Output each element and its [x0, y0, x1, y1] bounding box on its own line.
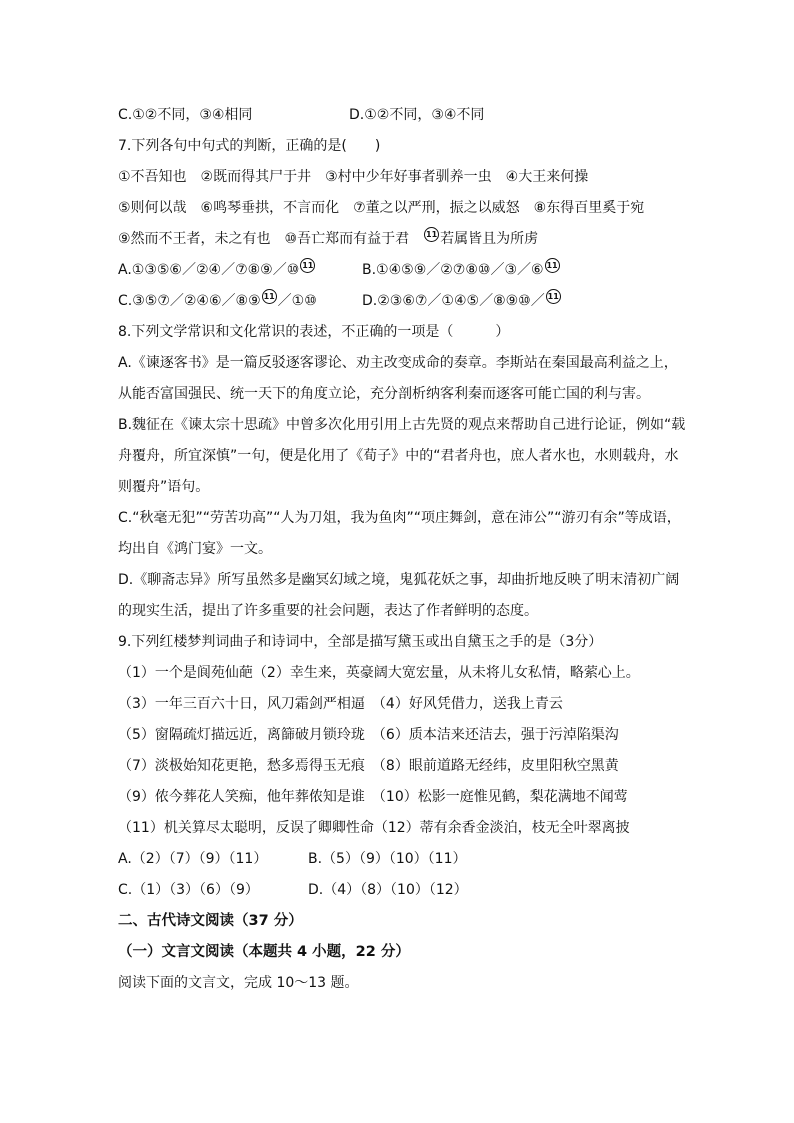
- q7-option-b: B.①④⑤⑨／②⑦⑧⑩／③／⑥: [362, 262, 544, 278]
- subsection-1-heading: （一）文言文阅读（本题共 4 小题，22 分）: [118, 944, 410, 960]
- q8-option-a: A.《谏逐客书》是一篇反驳逐客谬论、劝主改变成命的奏章。李斯站在秦国最高利益之上，从能否富国强民、统一天下的角度立论，充分剖析纳客利秦而逐客可能亡国的利与害。: [118, 355, 678, 402]
- q9-item-4: （7）淡极始知花更艳，愁多焉得玉无痕 （8）眼前道路无经纬，皮里阳秋空黑黄: [118, 758, 619, 774]
- q6-option-d: D.①②不同，③④不同: [349, 107, 485, 123]
- q9-options-ab: [118, 844, 690, 875]
- q9-item-2: （3）一年三百六十日，风刀霜剑严相逼 （4）好风凭借力，送我上青云: [118, 696, 563, 712]
- q7-options-ab: [118, 255, 690, 286]
- q7-option-d: D.②③⑥⑦／①④⑤／⑧⑨⑩／: [362, 293, 545, 309]
- q7-option-c-tail: ／①⑩: [277, 293, 317, 309]
- circled-eleven: 11: [300, 258, 315, 273]
- q9-option-d: D.（4）（8）（10）（12）: [308, 882, 468, 898]
- section-2-heading: 二、古代诗文阅读（37 分）: [118, 913, 303, 929]
- q8-option-b: B.魏征在《谏太宗十思疏》中曾多次化用引用上古先贤的观点来帮助自己进行论证，例如“载舟覆舟，所宜深慎”一句，便是化用了《荀子》中的“君者舟也，庶人者水也，水则载舟，水则覆舟”语句。: [118, 417, 686, 495]
- q9-item-1: （1）一个是阆苑仙葩（2）幸生来，英豪阔大宽宏量，从未将儿女私情，略萦心上。: [118, 665, 640, 681]
- q9-option-b: B.（5）（9）（10）（11）: [308, 851, 467, 867]
- q7-option-a: A.①③⑤⑥／②④／⑦⑧⑨／⑩: [118, 262, 300, 278]
- circled-eleven: 11: [262, 289, 277, 304]
- q9-item-6: （11）机关算尽太聪明，反误了卿卿性命（12）蒂有余香金淡泊，枝无全叶翠离披: [118, 820, 630, 836]
- q9-option-a: A.（2）（7）（9）（11）: [118, 851, 268, 867]
- q7-sentence-11: 若属皆且为所虏: [440, 231, 539, 247]
- q9-options-cd: [118, 875, 690, 906]
- q7-sentences-3: [118, 224, 690, 255]
- q9-item-5: （9）侬今葬花人笑痴，他年葬侬知是谁 （10）松影一庭惟见鹤，梨花满地不闻莺: [118, 789, 628, 805]
- q7-options-cd: [118, 286, 690, 317]
- q6-options-cd: [118, 100, 690, 131]
- reading-instruction: 阅读下面的文言文，完成 10～13 题。: [118, 975, 359, 991]
- q8-option-c: C.“秋毫无犯”“劳苦功高”“人为刀俎，我为鱼肉”“项庄舞剑，意在沛公”“游刃有余”等成语，均出自《鸿门宴》一文。: [118, 510, 681, 557]
- circled-eleven: 11: [545, 258, 560, 273]
- q8-stem: 8.下列文学常识和文化常识的表述，不正确的一项是（ ）: [118, 324, 510, 340]
- q9-item-3: （5）窗隔疏灯描远近，离篩破月锁玲珑 （6）质本洁来还洁去，强于污淖陷渠沟: [118, 727, 619, 743]
- q6-option-c: C.①②不同，③④相同: [118, 107, 253, 123]
- q7-sentences-3-text: ⑨然而不王者，未之有也 ⑩吾亡郑而有益于君: [118, 231, 424, 247]
- q9-stem: 9.下列红楼梦判词曲子和诗词中，全部是描写黛玉或出自黛玉之手的是（3分）: [118, 634, 603, 650]
- q7-option-c: C.③⑤⑦／②④⑥／⑧⑨: [118, 293, 261, 309]
- q7-sentences-1: ①不吾知也 ②既而得其尸于井 ③村中少年好事者驯养一虫 ④大王来何操: [118, 169, 589, 185]
- q9-option-c: C.（1）（3）（6）（9）: [118, 882, 259, 898]
- document-content: [118, 100, 690, 999]
- q7-stem: 7.下列各句中句式的判断，正确的是( ): [118, 138, 381, 154]
- circled-eleven: 11: [424, 227, 439, 242]
- q8-option-d: D.《聊斋志异》所写虽然多是幽冥幻域之境，鬼狐花妖之事，却曲折地反映了明末清初广阔的现实生活，提出了许多重要的社会问题，表达了作者鲜明的态度。: [118, 572, 680, 619]
- q7-sentences-2: ⑤则何以哉 ⑥鸣琴垂拱，不言而化 ⑦董之以严刑，振之以威怒 ⑧东得百里奚于宛: [118, 200, 645, 216]
- circled-eleven: 11: [546, 289, 561, 304]
